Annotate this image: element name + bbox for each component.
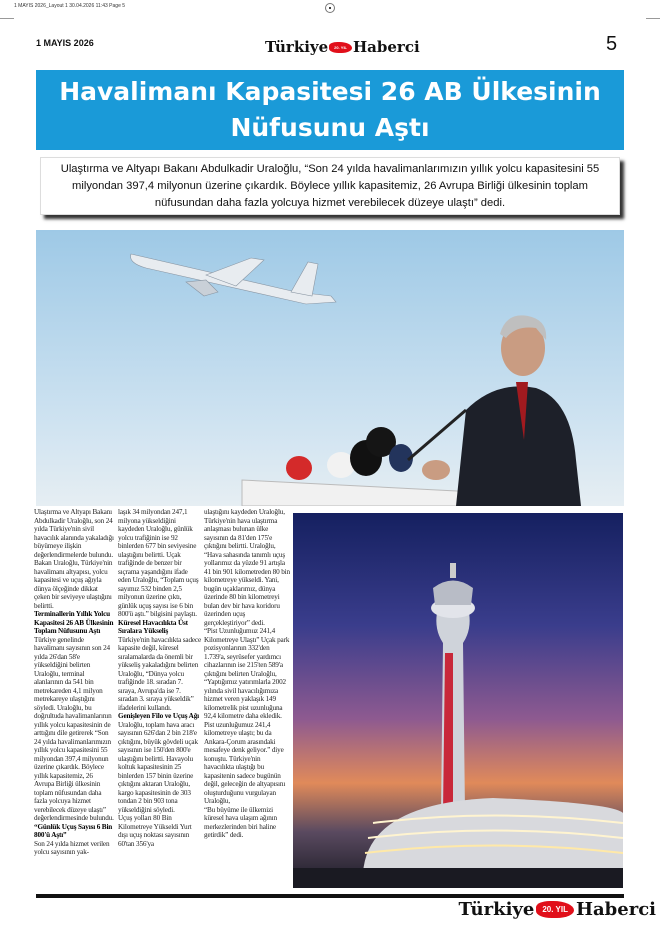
registration-mark-icon [325, 3, 335, 13]
airplane-image [131, 254, 336, 304]
airport-tower-photo [293, 513, 623, 888]
crop-mark [0, 18, 14, 19]
masthead-logo: Türkiye 20. YIL Haberci [265, 38, 420, 56]
article-column-3: ulaştığını kaydeden Uraloğlu, Türkiye'nin hava ulaştırma anlaşması bulunan ülke sayısının da 81'den 175'e çıktığını belirtti. Uraloğlu, “Hava sahasında tanımlı uçuş yollarımız da yüzde 91 artışla 41 bin 901 kilometreden 80 bin kilometreye yükseldi. Yani, bugün uçaklarımız, dünya üzerinde 80 bin kilometreyi bulan dev bir hava koridoru üzerinden uçuş gerçekleştiriyor” dedi. “Pist Uzunluğumuz 241,4 Kilometreye Ulaştı” Uçak park pozisyonlarının 332'den 1.739'a, seyrüsefer yardımcı cihazlarının ise 215'ten 589'a çıktığını belirten Uraloğlu, “Yaptığımız yatırımlarla 2002 yılında sivil havacılığımıza hizmet veren yaklaşık 149 kilometrelik pist uzunluğuna 92,4 kilometre daha ekledik. Pist uzunluğumuz 241,4 kilometreye ulaştı; bu da Ankara-Çorum arasındaki mesafeye denk geliyor.” diye konuştu. Türkiye'nin havacılıkta ulaştığı bu kapasitenin sadece bugünün değil, geleceğin de altyapısını oluşturduğunu vurgulayan Uraloğlu, “Bu büyüme ile ülkemizi küresel hava ulaşım ağının merkezlerinden biri haline getirdik” dedi. [204, 508, 290, 839]
crop-mark [646, 18, 660, 19]
footer-rule [36, 894, 624, 898]
article-column-1: Ulaştırma ve Altyapı Bakanı Abdulkadir Uraloğlu, son 24 yılda Türkiye'nin sivil havacılık alanında yakaladığı büyümeye ilişkin değerlendirmelerde bulundu. Bakan Uraloğlu, Türkiye'nin havalimanı altyapısı, yolcu kapasitesi ve uçuş ağıyla dünya ölçeğinde dikkat çeken bir seviyeye ulaştığını belirtti. Terminallerin Yıllık Yolcu Kapasitesi 26 AB Ülkesinin Toplam Nüfusunu Aştı Türkiye genelinde havalimanı sayısının son 24 yılda 26'dan 58'e yükseldiğini belirten Uraloğlu, terminal alanlarının da 541 bin metrekareden 4,1 milyon metrekareye ulaştığını söyledi. Uraloğlu, bu doğrultuda havalimanlarının yıllık yolcu kapasitesinin de arttığını dile getirerek “Son 24 yılda havalimanlarımızın yıllık yolcu kapasitesini 55 milyondan 397,4 milyonun üzerine çıkardık. Böylece yıllık kapasitemiz, 26 Avrupa Birliği ülkesinin toplam nüfusundan daha fazla yolcuya hizmet verebilecek düzeye ulaştı” değerlendirmesinde bulundu. “Günlük Uçuş Sayısı 6 Bin 800'ü Aştı” Son 24 yılda hizmet verilen yolcu sayısının yak- [34, 508, 114, 856]
terminal-building-image [293, 798, 623, 888]
minister-speech-photo [36, 230, 624, 506]
print-slug: 1 MAYIS 2026_Layout 1 30.04.2026 11:43 Page 5 [14, 3, 126, 9]
headline: Havalimanı Kapasitesi 26 AB Ülkesinin Nüfusunu Aştı [36, 70, 624, 150]
article-column-2: laşık 34 milyondan 247,1 milyona yükseldiğini kaydeden Uraloğlu, günlük yolcu trafiğinin ise 92 binlerden 677 bin seviyesine ulaştığını belirtti. Uçak trafiğinde de benzer bir sıçrama yaşandığını ifade eden Uraloğlu, “Toplam uçuş sayımız 532 binden 2,5 milyonun üzerine çıktı, günlük uçuş sayısı ise 6 bin 800'ü aştı.” bilgisini paylaştı. Küresel Havacılıkta Üst Sıralara Yükseliş Türkiye'nin havacılıkta sadece kapasite değil, küresel sıralamalarda da önemli bir yükseliş yakaladığını belirten Uraloğlu, “Dünya yolcu trafiğinde 18. sıradan 7. sıraya, Avrupa'da ise 7. sıradan 3. sıraya yükseldik” ifadelerini kullandı. Genişleyen Filo ve Uçuş Ağı Uraloğlu, toplam hava aracı sayısının 626'dan 2 bin 218'e çıktığını, büyük gövdeli uçak sayısının ise 150'den 800'e ulaştığını belirtti. Havayolu koltuk kapasitesinin 25 binlerden 157 binin üzerine çıktığını aktaran Uraloğlu, kargo kapasitesinin de 303 tondan 2 bin 903 tona yükseldiğini söyledi. Uçuş yolları 80 Bin Kilometreye Yükseldi Yurt dışı uçuş noktası sayısının 60'tan 356'ya [118, 508, 202, 848]
page-number: 5 [606, 33, 618, 55]
speaker-figure [422, 315, 581, 506]
turkey-map-badge: 20. YIL [329, 42, 352, 53]
control-tower-image [431, 563, 475, 813]
podium-and-microphones [242, 410, 476, 506]
turkey-map-badge: 20. YIL [536, 901, 574, 918]
footer-logo: Türkiye 20. YIL Haberci [458, 899, 656, 920]
lead-paragraph: Ulaştırma ve Altyapı Bakanı Abdulkadir Uraloğlu, “Son 24 yılda havalimanlarımızın yıllık yolcu kapasitesini 55 milyondan 397,4 milyonun üzerine çıkardık. Böylece yıllık kapasitemiz, 26 Avrupa Birliği ülkesinin toplam nüfusundan daha fazla yolcuya hizmet verebilecek düzeye ulaştı” dedi. [40, 157, 620, 215]
issue-date: 1 MAYIS 2026 [36, 38, 94, 48]
